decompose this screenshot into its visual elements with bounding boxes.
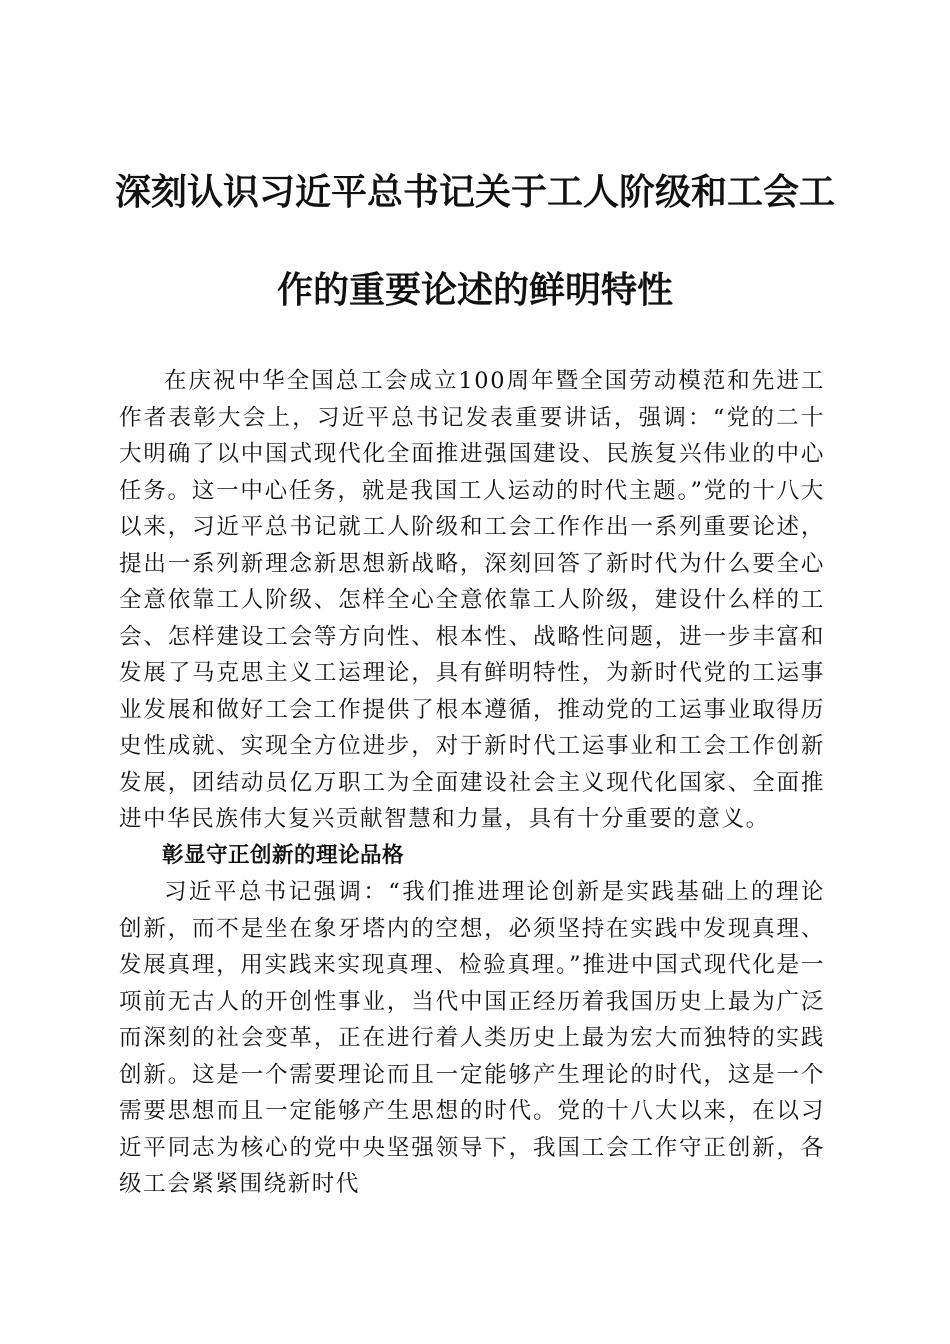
section-heading: 彰显守正创新的理论品格 bbox=[162, 842, 405, 868]
section-paragraph: 习近平总书记强调：“我们推进理论创新是实践基础上的理论创新，而不是坐在象牙塔内的空想，必须坚持在实践中发现真理、发展真理，用实践来实现真理、检验真理。”推进中国式现代化是一项前无古人的开创性事业，当代中国正经历着我国历史上最为广泛而深刻的社会变革，正在进行着人类历史上最为宏大而独特的实践创新。这是一个需要理论而且一定能够产生理论的时代，这是一个需要思想而且一定能够产生思想的时代。党的十八大以来，在以习近平同志为核心的党中央坚强领导下，我国工会工作守正创新，各级工会紧紧围绕新时代 bbox=[119, 879, 825, 1197]
document-title-line-2: 作的重要论述的鲜明特性 bbox=[276, 269, 673, 311]
document-title-line-1: 深刻认识习近平总书记关于工人阶级和工会工 bbox=[114, 171, 835, 213]
document-body bbox=[119, 363, 825, 1203]
intro-paragraph: 在庆祝中华全国总工会成立100周年暨全国劳动模范和先进工作者表彰大会上，习近平总书记发表重要讲话，强调：“党的二十大明确了以中国式现代化全面推进强国建设、民族复兴伟业的中心任务。这一中心任务，就是我国工人运动的时代主题。”党的十八大以来，习近平总书记就工人阶级和工会工作作出一系列重要论述，提出一系列新理念新思想新战略，深刻回答了新时代为什么要全心全意依靠工人阶级、怎样全心全意依靠工人阶级，建设什么样的工会、怎样建设工会等方向性、根本性、战略性问题，进一步丰富和发展了马克思主义工运理论，具有鲜明特性，为新时代党的工运事业发展和做好工会工作提供了根本遵循，推动党的工运事业取得历史性成就、实现全方位进步，对于新时代工运事业和工会工作创新发展，团结动员亿万职工为全面建设社会主义现代化国家、全面推进中华民族伟大复兴贡献智慧和力量，具有十分重要的意义。 bbox=[119, 368, 825, 832]
